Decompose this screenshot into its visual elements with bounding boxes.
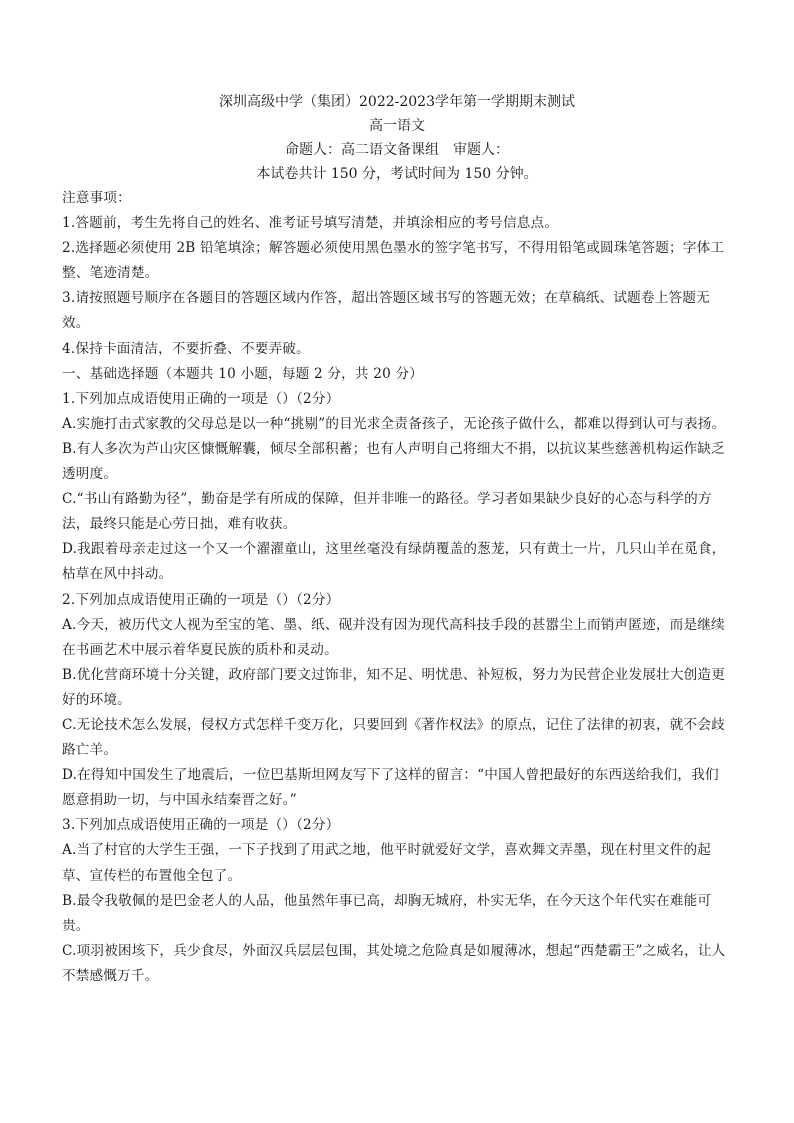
exam-page <box>62 90 732 989</box>
note-item: 2.选择题必须使用 2B 铅笔填涂；解答题必须使用黑色墨水的签字笔书写，不得用铅笔或圆珠笔答题；字体工整、笔迹清楚。 <box>62 240 725 282</box>
question-stem: 1.下列加点成语使用正确的一项是（）（2分） <box>62 390 340 407</box>
note-item: 4.保持卡面清洁，不要折叠、不要弄破。 <box>62 340 310 357</box>
exam-title: 深圳高级中学（集团）2022-2023学年第一学期期末测试 <box>219 94 575 110</box>
question-stem: 3.下列加点成语使用正确的一项是（）（2分） <box>62 817 340 834</box>
exam-info: 本试卷共计 150 分，考试时间为 150 分钟。 <box>256 166 538 182</box>
question-stem: 2.下列加点成语使用正确的一项是（）（2分） <box>62 591 340 608</box>
notes-section <box>62 186 732 362</box>
option-c: C.“书山有路勤为径”，勤奋是学有所成的保障，但并非唯一的路径。学习者如果缺少良好的心态与科学的方法，最终只能是心劳日拙，难有收获。 <box>62 491 712 533</box>
question-3 <box>62 813 732 989</box>
note-item: 3.请按照题号顺序在各题目的答题区域内作答，超出答题区域书写的答题无效；在草稿纸、试题卷上答题无效。 <box>62 290 710 332</box>
option-b: B.有人多次为芦山灾区慷慨解囊，倾尽全部积蓄；也有人声明自己将细大不捐，以抗议某些慈善机构运作缺乏透明度。 <box>62 440 726 483</box>
option-b: B.最令我敬佩的是巴金老人的人品，他虽然年事已高，却胸无城府，朴实无华，在今天这个年代实在难能可贵。 <box>62 892 712 934</box>
question-2 <box>62 588 732 814</box>
option-d: D.在得知中国发生了地震后，一位巴基斯坦网友写下了这样的留言：“中国人曾把最好的东西送给我们，我们愿意捐助一切，与中国永结秦晋之好。” <box>62 767 719 809</box>
note-item: 1.答题前，考生先将自己的姓名、准考证号填写清楚，并填涂相应的考号信息点。 <box>62 215 559 232</box>
option-b: B.优化营商环境十分关键，政府部门要文过饰非，知不足、明忧患、补短板，努力为民营企业发展壮大创造更好的环境。 <box>62 666 726 708</box>
exam-subject: 高一语文 <box>369 118 425 134</box>
option-c: C.项羽被困垓下，兵少食尽，外面汉兵层层包围，其处境之危险真是如履薄冰，想起“西楚霸王”之威名，让人不禁感慨万千。 <box>62 942 726 984</box>
section-one <box>62 362 732 989</box>
exam-header <box>62 90 732 186</box>
notes-heading: 注意事项： <box>62 190 131 206</box>
option-c: C.无论技术怎么发展，侵权方式怎样千变万化，只要回到《著作权法》的原点，记住了法律的初衷，就不会歧路亡羊。 <box>62 716 725 759</box>
question-1 <box>62 387 732 588</box>
option-a: A.实施打击式家教的父母总是以一种“挑剔”的目光求全责备孩子，无论孩子做什么，都难以得到认可与表扬。 <box>62 415 726 432</box>
option-a: A.今天，被历代文人视为至宝的笔、墨、纸、砚并没有因为现代高科技手段的甚嚣尘上而销声匿迹，而是继续在书画艺术中展示着华夏民族的质朴和灵动。 <box>62 616 725 658</box>
exam-setters: 命题人：高二语文备课组 审题人： <box>285 142 509 158</box>
section-heading: 一、基础选择题（本题共 10 小题，每题 2 分，共 20 分） <box>62 365 424 382</box>
option-d: D.我跟着母亲走过这一个又一个濯濯童山，这里丝毫没有绿荫覆盖的葱茏，只有黄土一片，几只山羊在觅食，枯草在风中抖动。 <box>62 541 726 583</box>
option-a: A.当了村官的大学生王强，一下子找到了用武之地，他平时就爱好文学，喜欢舞文弄墨，现在村里文件的起草、宣传栏的布置他全包了。 <box>62 842 712 884</box>
